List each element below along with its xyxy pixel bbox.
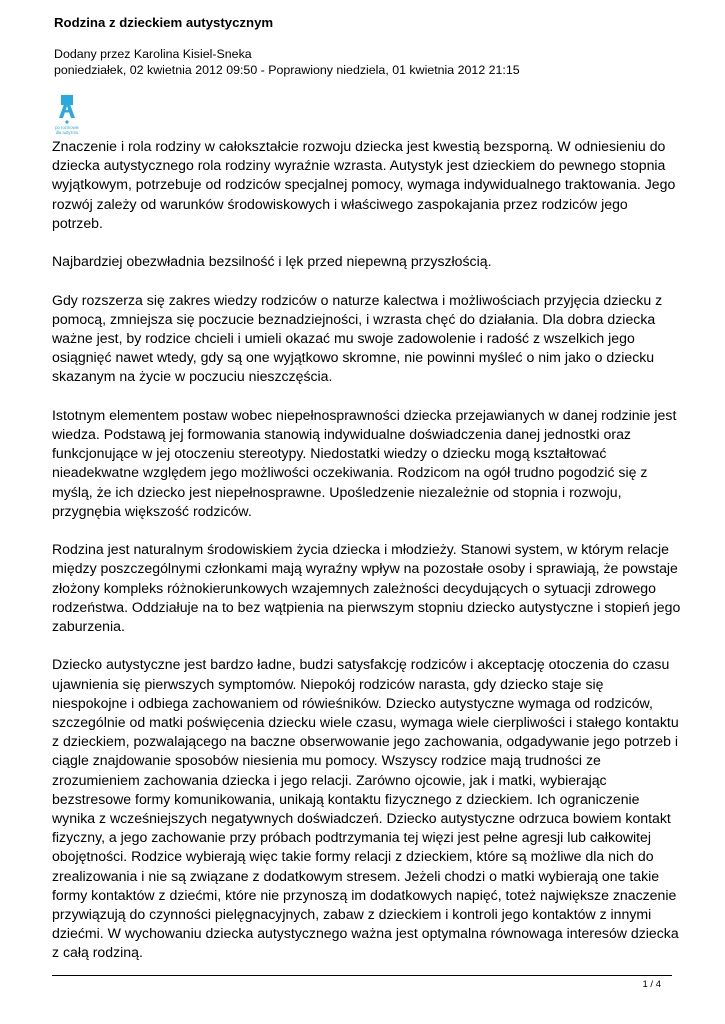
page-number: 1 / 4 xyxy=(642,979,661,990)
logo-caption-1: po rozmowie xyxy=(55,125,79,130)
document-meta xyxy=(54,46,520,78)
logo-crossbar xyxy=(64,110,70,113)
document-title: Rodzina z dzieckiem autystycznym xyxy=(54,15,274,30)
paragraph: Gdy rozszerza się zakres wiedzy rodziców o naturze kalectwa i możliwościach przyjęcia dziecku z pomocą, zmniejsza się poczucie beznadziejności, i wzrasta chęć do działania. Dla dobra dziecka ważne jest, by rodzice chcieli i umieli okazać mu swoje zadowolenie i radość z wszelkich jego osiągnięć nawet wtedy, gdy są one wyjątkowo skromne, nie powinni myśleć o nim jako o dziecku skazanym na życie w poczuciu nieszczęścia. xyxy=(52,291,663,385)
article-body xyxy=(52,137,682,982)
logo-caption-2: dla autyzmu xyxy=(55,130,79,135)
footer-divider xyxy=(52,975,672,976)
paragraph: Najbardziej obezwładnia bezsilność i lęk przed niepewną przyszłością. xyxy=(52,253,492,270)
paragraph: Rodzina jest naturalnym środowiskiem życia dziecka i młodzieży. Stanowi system, w którym relacje między poszczególnymi członkami mają wyraźny wpływ na pozostałe osoby i sprawiają, że powstaje złożony kompleks różnokierunkowych wzajemnych zależności decydujących o sytuacji zdrowego rodzeństwa. Oddziałuje na to bez wątpienia na pierwszym stopniu dziecko autystyczne i stopień jego zaburzenia. xyxy=(52,541,681,635)
paragraph: Istotnym elementem postaw wobec niepełnosprawności dziecka przejawianych w danej rodzinie jest wiedza. Podstawą jej formowania stanowią indywidualne doświadczenia danej jednostki oraz funkcjonujące w jej otoczeniu stereotypy. Niedostatki wiedzy o dziecku mogą kształtować nieadekwatne względem jego możliwości oczekiwania. Rodzicom na ogół trudno pogodzić się z myślą, że ich dziecko jest niepełnosprawne. Upośledzenie niezależnie od stopnia i rozwoju, przygnębia większość rodziców. xyxy=(52,406,677,519)
author-line: Dodany przez Karolina Kisiel-Sneka xyxy=(54,47,252,61)
paragraph: Dziecko autystyczne jest bardzo ładne, budzi satysfakcję rodziców i akceptację otoczenia do czasu ujawnienia się pierwszych symptomów. Niepokój rodziców narasta, gdy dziecko staje się niespokojne i odbiega zachowaniem od rówieśników. Dziecko autystyczne wymaga od rodziców, szczególnie od matki poświęcenia dziecku wiele czasu, wymaga wiele cierpliwości i stałego kontaktu z dzieckiem, pozwalającego na baczne obserwowanie jego zachowania, odgadywanie jego potrzeb i ciągle znajdowanie sposobów niesienia mu pomocy. Wszyscy rodzice mają trudności ze zrozumieniem zachowania dziecka i jego relacji. Zarówno ojcowie, jak i matki, wybierając bezstresowe formy komunikowania, unikają kontaktu fizycznego z dzieckiem. Ich ograniczenie wynika z wcześniejszych negatywnych doświadczeń. Dziecko autystyczne odrzuca bowiem kontakt fizyczny, a jego zachowanie przy próbach podtrzymania tej więzi jest pełne agresji lub całkowitej obojętności. Rodzice wybierają więc takie formy relacji z dzieckiem, które są możliwe dla nich do zrealizowania i nie są związane z dodatkowym stresem. Jeżeli chodzi o matki wybierają one takie formy kontaktów z dziećmi, które nie przynoszą im dodatkowych napięć, toteż największe znaczenie przywiązują do czynności pielęgnacyjnych, zabaw z dzieckiem i kontroli jego kontaktów z innymi dziećmi. W wychowaniu dziecka autystycznego ważna jest optymalna równowaga interesów dziecka z całą rodziną. xyxy=(52,656,679,961)
date-line: poniedziałek, 02 kwietnia 2012 09:50 - Poprawiony niedziela, 01 kwietnia 2012 21:15 xyxy=(54,63,520,77)
logo-icon xyxy=(52,94,82,136)
paragraph: Znaczenie i rola rodziny w całokształcie rozwoju dziecka jest kwestią bezsporną. W odniesieniu do dziecka autystycznego rola rodziny wyraźnie wzrasta. Autystyk jest dzieckiem do pewnego stopnia wyjątkowym, potrzebuje od rodziców specjalnej pomocy, wymaga indywidualnego traktowania. Jego rozwój zależy od warunków środowiskowych i właściwego zaspokajania przez rodziców jego potrzeb. xyxy=(52,138,676,231)
logo-dot xyxy=(65,120,68,123)
